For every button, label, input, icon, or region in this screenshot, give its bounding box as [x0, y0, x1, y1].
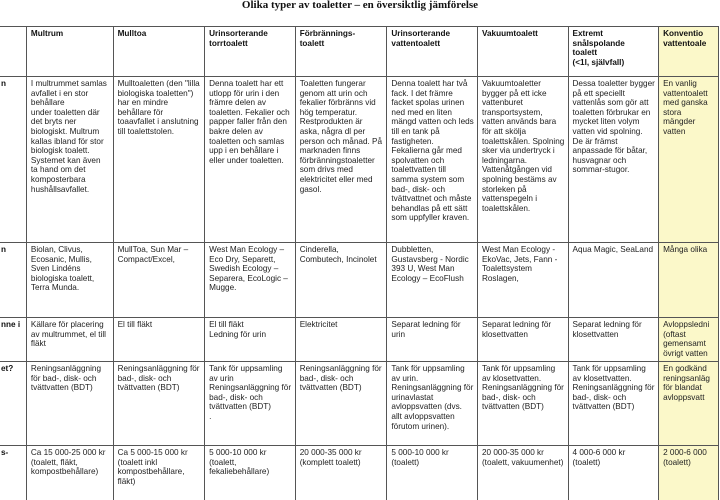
document-title: Olika typer av toaletter – en översiktlig jämförelse	[241, 0, 479, 11]
table-cell: Cinderella, Combutech, Incinolet	[295, 243, 387, 318]
header-cell-mulltoa: Mulltoa	[113, 27, 205, 77]
table-cell: En vanlig vattentoalett med ganska stora mängder vatten	[659, 77, 719, 243]
table-cell: Tank för uppsamling av urin Reningsanläggning för bad-, disk- och tvättvatten (BDT) .	[205, 362, 296, 446]
table-cell: El till fläkt Ledning för urin	[205, 318, 296, 362]
table-cell: Reningsanläggning för bad-, disk- och tvättvatten (BDT)	[295, 362, 387, 446]
table-cell: En godkänd reningsanläg för blandat avloppsvatt	[659, 362, 719, 446]
table-row-examples	[0, 243, 719, 318]
table-row-cost	[0, 446, 719, 500]
table-cell: Biolan, Clivus, Ecosanic, Mullis, Sven Lindéns biologiska toalett, Terra Munda.	[26, 243, 113, 318]
table-cell: West Man Ecology – Eco Dry, Separett, Swedish Ecology – Separera, EcoLogic – Mugge.	[205, 243, 296, 318]
header-cell-extremt-snalspolande: Extremt snålspolande toalett (<1l, självfall)	[568, 27, 659, 77]
table-cell: Tank för uppsamling av urin. Reningsanläggning för urinavlastat avloppsvatten (dvs. allt avloppsvatten förutom urinen).	[387, 362, 478, 446]
table-row-description	[0, 77, 719, 243]
table-cell: 5 000-10 000 kr (toalett, fekaliebehållare)	[205, 446, 296, 500]
table-cell: Reningsanläggning för bad-, disk- och tvättvatten (BDT)	[26, 362, 113, 446]
table-cell: Reningsanläggning för bad-, disk- och tvättvatten (BDT)	[113, 362, 205, 446]
row-label: n	[0, 77, 26, 243]
table-cell: El till fläkt	[113, 318, 205, 362]
table-cell: Många olika	[659, 243, 719, 318]
table-cell: Denna toalett har ett utlopp för urin i den främre delen av toaletten. Fekalier och papper faller från den bakre delen av toaletten och samlas upp i en behållare i eller under toaletten.	[205, 77, 296, 243]
table-cell: 20 000-35 000 kr (komplett toalett)	[295, 446, 387, 500]
header-cell-corner	[0, 27, 26, 77]
header-cell-urinsorterande-vattentoalett: Urinsorterande vattentoalett	[387, 27, 478, 77]
header-cell-konventionell: Konventio vattentoale	[659, 27, 719, 77]
header-row	[0, 27, 719, 77]
table-cell: Toaletten fungerar genom att urin och fekalier förbränns vid hög temperatur. Restprodukten är aska, några dl per person och månad. På marknaden finns förbränningstoaletter som drivs med elektricitet eller med gasol.	[295, 77, 387, 243]
table-cell: Denna toalett har två fack. I det främre facket spolas urinen ned med en liten mängd vatten och leds till en tank på fastigheten. Fekalierna går med spolvatten och toalettvatten till samma system som bad-, disk- och tvättvattnet och måste behandlas på ett sätt som uppfyller kraven.	[387, 77, 478, 243]
table-cell: Ca 5 000-15 000 kr (toalett inkl kompostbehållare, fläkt)	[113, 446, 205, 500]
table-cell: Separat ledning för klosettvatten	[477, 318, 568, 362]
table-cell: Tank för uppsamling av klosettvatten. Reningsanläggning för bad-, disk- och tvättvatten (BDT)	[568, 362, 659, 446]
table-cell: Aqua Magic, SeaLand	[568, 243, 659, 318]
row-label: et?	[0, 362, 26, 446]
table-cell: MullToa, Sun Mar – Compact/Excel,	[113, 243, 205, 318]
table-cell: Elektricitet	[295, 318, 387, 362]
header-cell-forbranningstoalett: Förbrännings- toalett	[295, 27, 387, 77]
table-cell: Källare för placering av multrummet, el till fläkt	[26, 318, 113, 362]
table-cell: 2 000-6 000 (toalett)	[659, 446, 719, 500]
table-cell: Avloppsledni (oftast gemensamt övrigt vatten	[659, 318, 719, 362]
table-cell: I multrummet samlas avfallet i en stor behållare under toaletten där det bryts ner biologiskt. Multrum kallas ibland för stor biologisk toalett. Systemet kan även ta hand om det komposterbara hushållsavfallet.	[26, 77, 113, 243]
row-label: s-	[0, 446, 26, 500]
table-cell: 4 000-6 000 kr (toalett)	[568, 446, 659, 500]
header-cell-multrum: Multrum	[26, 27, 113, 77]
table-cell: 20 000-35 000 kr (toalett, vakuumenhet)	[477, 446, 568, 500]
table-cell: West Man Ecology - EkoVac, Jets, Fann - Toalettsystem Roslagen,	[477, 243, 568, 318]
row-label: n	[0, 243, 26, 318]
table-cell: 5 000-10 000 kr (toalett)	[387, 446, 478, 500]
table-cell: Separat ledning för urin	[387, 318, 478, 362]
table-cell: Dessa toaletter bygger på ett speciellt vattenlås som gör att toaletten förbrukar en mycket liten volym vatten vid spolning. De är främst anpassade för båtar, husvagnar och sommar-stugor.	[568, 77, 659, 243]
table-cell: Dubbletten, Gustavsberg - Nordic 393 U, West Man Ecology – EcoFlush	[387, 243, 478, 318]
row-label: nne i	[0, 318, 26, 362]
table-cell: Vakuumtoaletter bygger på ett icke vattenburet transportsystem, vatten används bara för att skölja toalettskålen. Spolning sker via undertryck i ledningarna. Vattenåtgången vid spolning bestäms av storleken på vattenspegeln i toalettskålen.	[477, 77, 568, 243]
table-cell: Separat ledning för klosettvatten	[568, 318, 659, 362]
header-cell-vakuumtoalett: Vakuumtoalett	[477, 27, 568, 77]
header-cell-urinsorterande-torrtoalett: Urinsorterande torrtoalett	[205, 27, 296, 77]
table-row-installation	[0, 318, 719, 362]
table-cell: Ca 15 000-25 000 kr (toalett, fläkt, kompostbehållare)	[26, 446, 113, 500]
table-cell: Tank för uppsamling av klosettvatten. Reningsanläggning för bad-, disk- och tvättvatten (BDT)	[477, 362, 568, 446]
table-cell: Mulltoaletten (den "lilla biologiska toaletten") har en mindre behållare för toaavfallet i anslutning till toalettstolen.	[113, 77, 205, 243]
comparison-table	[0, 26, 719, 500]
table-row-treatment	[0, 362, 719, 446]
